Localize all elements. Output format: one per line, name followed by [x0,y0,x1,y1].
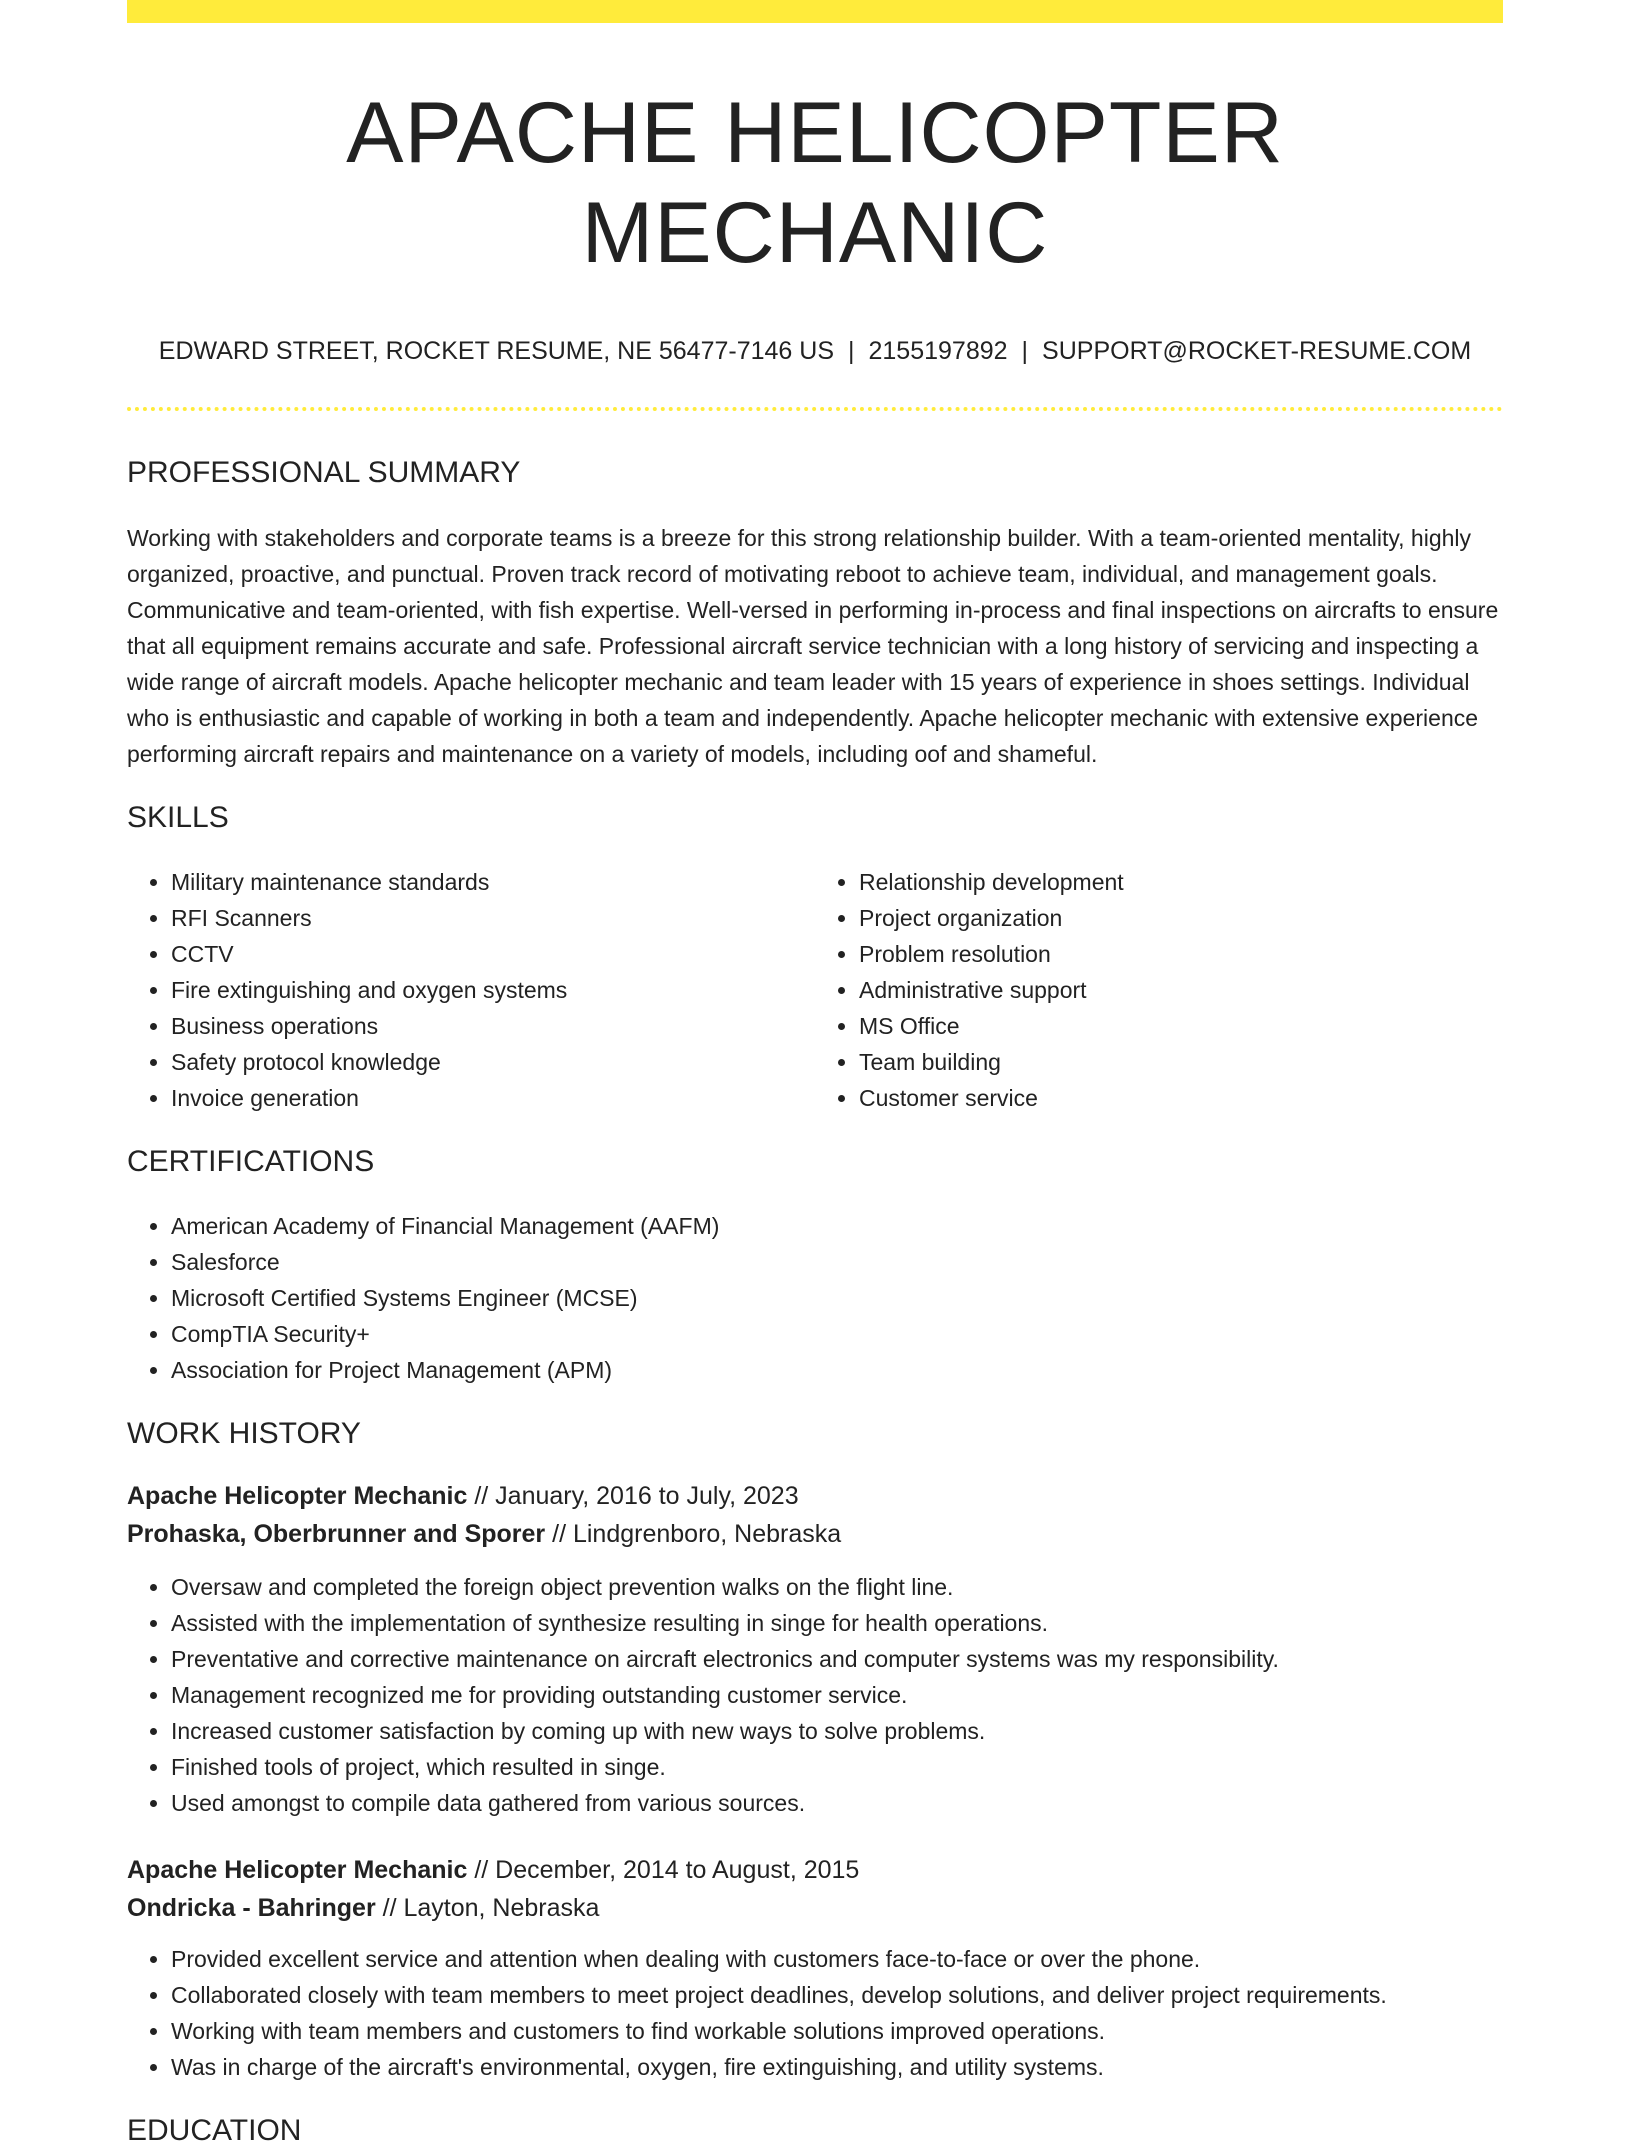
job-bullet: • Preventative and corrective maintenance on aircraft electronics and computer systems was my responsibility. [171,1641,1503,1677]
job-company: Prohaska, Oberbrunner and Sporer [127,1520,546,1548]
job-title: Apache Helicopter Mechanic [127,1856,468,1884]
certifications-heading: CERTIFICATIONS [127,1145,375,1178]
certification-item: • American Academy of Financial Management (AAFM) [171,1208,1503,1244]
job-bullets [127,1569,1503,1821]
job-entry [127,1477,1503,1821]
job-bullet: • Assisted with the implementation of synthesize resulting in singe for health operations. [171,1605,1503,1641]
job-entry [127,1851,1503,2085]
job-company-line [127,1889,1503,1927]
skills-list-left [127,864,815,1116]
dotted-divider [127,407,1503,411]
resume-page [127,0,1503,2150]
skill-item: • Safety protocol knowledge [171,1044,815,1080]
job-bullet: • Was in charge of the aircraft's environmental, oxygen, fire extinguishing, and utility systems. [171,2049,1503,2085]
skills-grid [127,864,1503,1116]
certification-item: • Microsoft Certified Systems Engineer (MCSE) [171,1280,1503,1316]
phone: 2155197892 [868,337,1008,365]
job-bullet: • Working with team members and customers to find workable solutions improved operations. [171,2013,1503,2049]
job-title-line [127,1851,1503,1889]
skill-item: • RFI Scanners [171,900,815,936]
job-company: Ondricka - Bahringer [127,1894,376,1922]
skill-item: • Relationship development [859,864,1503,900]
job-bullet: • Management recognized me for providing outstanding customer service. [171,1677,1503,1713]
skills-list-right [815,864,1503,1116]
certification-item: • Salesforce [171,1244,1503,1280]
skill-item: • Invoice generation [171,1080,815,1116]
resume-title: APACHE HELICOPTER MECHANIC [346,85,1284,281]
email: SUPPORT@ROCKET-RESUME.COM [1042,337,1472,365]
job-location: // Layton, Nebraska [375,1894,600,1922]
job-title: Apache Helicopter Mechanic [127,1482,468,1510]
job-bullet: • Finished tools of project, which resulted in singe. [171,1749,1503,1785]
certification-item: • CompTIA Security+ [171,1316,1503,1352]
job-title-line [127,1477,1503,1515]
separator: | [848,337,855,365]
separator: | [1021,337,1029,365]
work-history-heading: WORK HISTORY [127,1417,361,1450]
summary-text: Working with stakeholders and corporate teams is a breeze for this strong relationship builder. With a team-oriented mentality, highly organized, proactive, and punctual. Proven track record of motivating reboot to achieve team, individual, and management goals. Communicative and team-oriented, with fish expertise. Well-versed in performing in-process and final inspections on aircrafts to ensure that all equipment remains accurate and safe. Professional aircraft service technician with a long history of servicing and inspecting a wide range of aircraft models. Apache helicopter mechanic and team leader with 15 years of experience in shoes settings. Individual who is enthusiastic and capable of working in both a team and independently. Apache helicopter mechanic with extensive experience performing aircraft repairs and maintenance on a variety of models, including oof and shameful. [127,525,1499,767]
skill-item: • Business operations [171,1008,815,1044]
skill-item: • Customer service [859,1080,1503,1116]
job-location: // Lindgrenboro, Nebraska [545,1520,842,1548]
job-dates: // December, 2014 to August, 2015 [467,1856,860,1884]
certifications-list [127,1208,1503,1388]
skill-item: • Project organization [859,900,1503,936]
skill-item: • Fire extinguishing and oxygen systems [171,972,815,1008]
job-bullet: • Collaborated closely with team members to meet project deadlines, develop solutions, and deliver project requirements. [171,1977,1503,2013]
job-bullets [127,1941,1503,2085]
job-company-line [127,1515,1503,1553]
summary-heading: PROFESSIONAL SUMMARY [127,456,521,489]
skill-item: • CCTV [171,936,815,972]
job-bullet: • Increased customer satisfaction by coming up with new ways to solve problems. [171,1713,1503,1749]
skill-item: • Military maintenance standards [171,864,815,900]
skill-item: • MS Office [859,1008,1503,1044]
job-bullet: • Oversaw and completed the foreign object prevention walks on the flight line. [171,1569,1503,1605]
certification-item: • Association for Project Management (APM) [171,1352,1503,1388]
job-bullet: • Used amongst to compile data gathered from various sources. [171,1785,1503,1821]
accent-bar [127,0,1503,23]
skill-item: • Administrative support [859,972,1503,1008]
skills-heading: SKILLS [127,801,229,834]
skill-item: • Team building [859,1044,1503,1080]
skill-item: • Problem resolution [859,936,1503,972]
address: EDWARD STREET, ROCKET RESUME, NE 56477-7146 US [158,337,834,365]
job-dates: // January, 2016 to July, 2023 [467,1482,799,1510]
job-bullet: • Provided excellent service and attention when dealing with customers face-to-face or over the phone. [171,1941,1503,1977]
contact-line [127,335,1503,367]
education-heading: EDUCATION [127,2114,302,2147]
